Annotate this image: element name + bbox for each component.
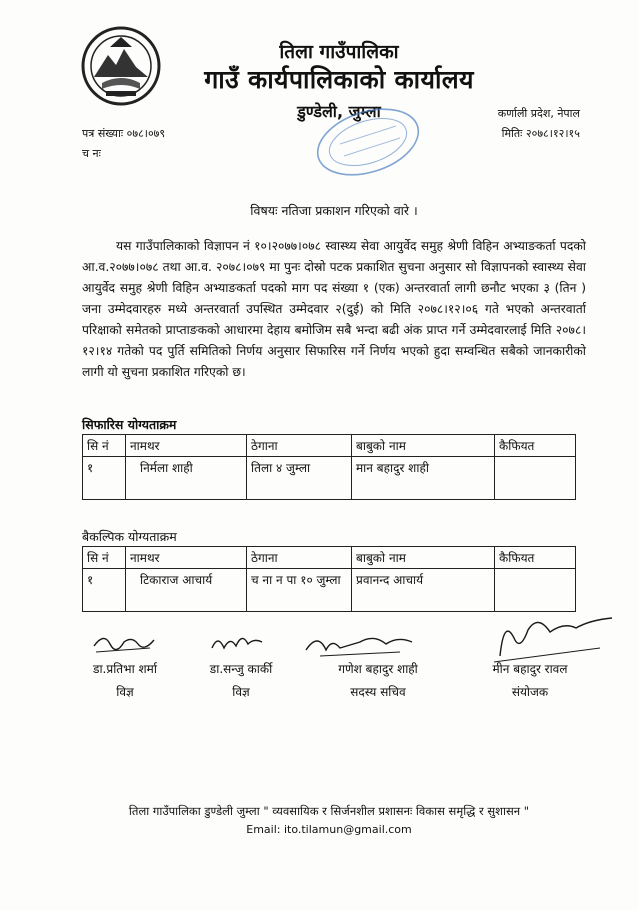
col-address: ठेगाना [247,435,352,457]
signatory-4 [470,660,590,700]
table-row [83,457,576,500]
col-address: ठेगाना [247,547,352,569]
table-row [83,569,576,612]
dispatch-number: च नः [82,147,101,160]
col-name: नामथर [126,547,247,569]
cell-sn: १ [83,569,126,612]
notice-body: यस गाउँपालिकाको विज्ञापन नं १०।२०७७।०७८ स्वास्थ्य सेवा आयुर्वेद समुह श्रेणी विहिन अभ्याङकर्ता पदको आ.व.२०७७।०७८ तथा आ.व. २०७८।०७९ मा पुनः दोस्रो पटक प्रकाशित सुचना अनुसार सो विज्ञापनको स्वास्थ्य सेवा आयुर्वेद समुह श्रेणी विहिन अभ्याङकर्ता पदको माग पद संख्या १ (एक) अन्तरवार्ता लागी छनौट भएका ३ (तिन ) जना उम्मेदवारहरु मध्ये अन्तरवार्ता उपस्थित उम्मेदवार २(दुई) को मिति २०७८।१२।०६ गते भएको अन्तरवार्ता परिक्षाको समेतको प्राप्ताङकको आधारमा देहाय बमोजिम सबै भन्दा बढी अंक प्राप्त गर्ने उम्मेदवारलाई मिति २०७८।१२।१४ गतेको पद पुर्ति समितिको निर्णय अनुसार सिफारिस गर्ने निर्णय भएको हुदा सम्वन्धित सबैको जानकारीको लागी यो सुचना प्रकाशित गरिएको छ। [82,239,586,379]
cell-remarks [495,457,576,500]
recommended-merit-title: सिफारिस योग्यताक्रम [82,417,177,432]
table-header-row [83,435,576,457]
cell-address: तिला ४ जुम्ला [247,457,352,500]
cell-name: टिकाराज आचार्य [126,569,247,612]
letter-date: मितिः २०७८।१२।१५ [501,127,580,140]
alternate-merit-table [82,546,576,612]
col-name: नामथर [126,435,247,457]
signatory-3 [318,660,438,700]
col-remarks: कैफियत [495,547,576,569]
footer-motto: तिला गाउँपालिका डुण्डेली जुम्ला " व्यवसायिक र सिर्जनशील प्रशासनः विकास समृद्धि र सुशासन " [128,804,530,818]
subject-line: विषयः नतिजा प्रकाशन गरिएको वारे । [250,203,418,218]
office-location: डुण्डेली, जुम्ला [297,102,381,121]
letter-number: पत्र संख्याः ०७८।०७९ [82,127,166,140]
signature-4-icon [480,608,620,666]
province-label: कर्णाली प्रदेश, नेपाल [497,107,580,120]
cell-father-name: प्रवानन्द आचार्य [352,569,495,612]
alternate-merit-title: बैकल्पिक योग्यताक्रम [82,529,177,544]
col-father-name: बाबुको नाम [352,435,495,457]
signatory-role: संयोजक [511,685,549,699]
recommended-merit-table [82,434,576,500]
signatory-name: गणेश बहादुर शाही [338,662,418,676]
signatory-role: विज्ञ [232,685,250,699]
footer-email: Email: ito.tilamun@gmail.com [246,823,412,836]
col-remarks: कैफियत [495,435,576,457]
signatory-2 [186,660,296,700]
col-sn: सि नं [83,547,126,569]
signatory-name: डा.प्रतिभा शर्मा [93,662,157,676]
municipality-name: तिला गाउँपालिका [279,41,399,63]
cell-name: निर्मला शाही [126,457,247,500]
cell-address: च ना न पा १० जुम्ला [247,569,352,612]
cell-remarks [495,569,576,612]
signature-3-icon [300,628,420,662]
signatory-name: मीन बहादुर रावल [492,662,568,676]
signatory-1 [70,660,180,700]
col-father-name: बाबुको नाम [352,547,495,569]
signatory-role: विज्ञ [116,685,134,699]
office-name: गाउँ कार्यपालिकाको कार्यालय [204,65,474,94]
signature-2-icon [208,628,268,660]
signatory-name: डा.सन्जु कार्की [209,662,273,676]
table-header-row [83,547,576,569]
office-stamp-icon [300,100,430,180]
signatory-role: सदस्य सचिव [350,685,406,699]
cell-father-name: मान बहादुर शाही [352,457,495,500]
cell-sn: १ [83,457,126,500]
signature-1-icon [90,628,160,658]
col-sn: सि नं [83,435,126,457]
